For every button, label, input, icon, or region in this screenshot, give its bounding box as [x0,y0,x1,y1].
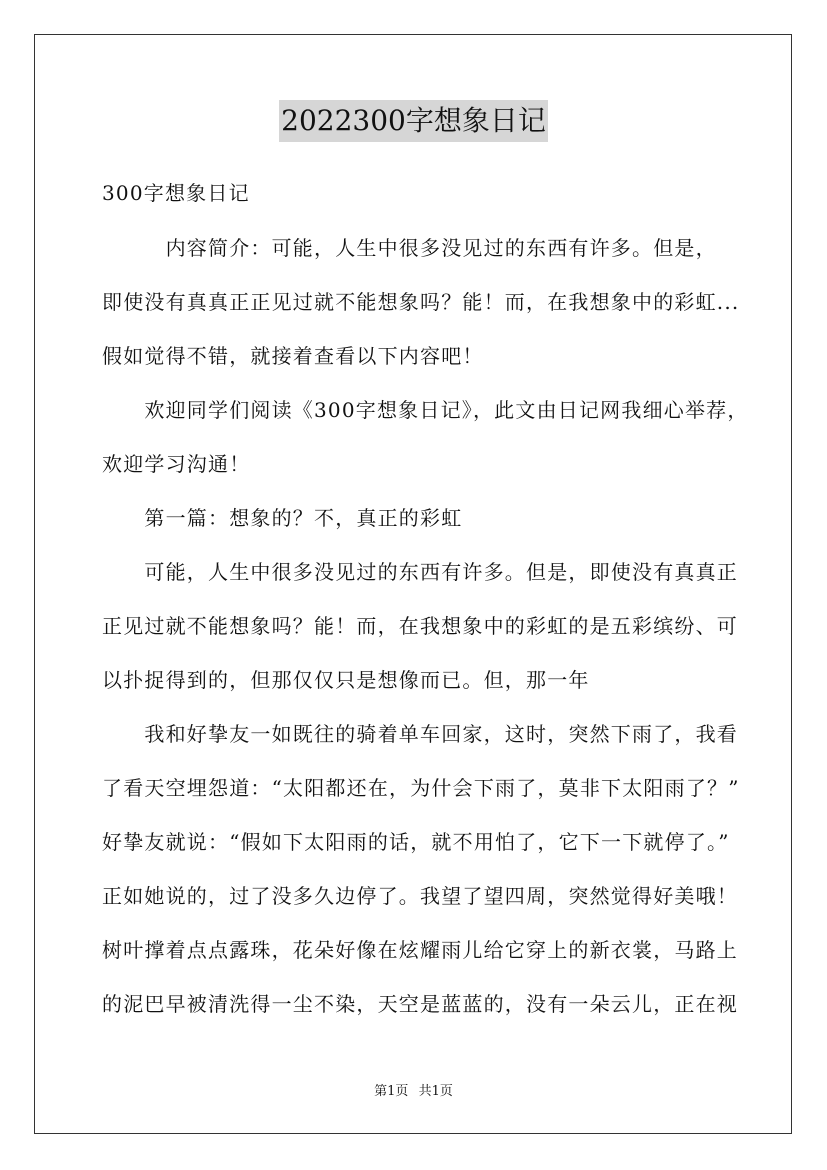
text-line: 好挚友就说：“假如下太阳雨的话，就不用怕了，它下一下就停了。” [102,830,730,854]
page-total: 共1页 [418,1084,453,1099]
text-line: 我和好挚友一如既往的骑着单车回家，这时，突然下雨了，我看 [102,722,738,746]
text-line: 以扑捉得到的，但那仅仅只是想像而已。但，那一年 [102,668,590,692]
text-line: 欢迎同学们阅读《300字想象日记》，此文由日记网我细心举荐， [102,398,749,422]
document-title: 2022300字想象日记 [279,100,548,142]
text-line: 假如觉得不错，就接着查看以下内容吧！ [102,344,484,368]
page-footer [0,1083,827,1101]
text-line: 正如她说的，过了没多久边停了。我望了望四周，突然觉得好美哦！ [102,884,738,908]
text-line: 即使没有真真正正见过就不能想象吗？能！而，在我想象中的彩虹... [102,290,740,314]
text-line: 了看天空埋怨道：“太阳都还在，为什会下雨了，莫非下太阳雨了？” [102,776,740,800]
text-line: 可能，人生中很多没见过的东西有许多。但是，即使没有真真正 [102,560,738,584]
title-container [0,100,827,142]
text-line: 欢迎学习沟通！ [102,452,251,476]
text-line: 树叶撑着点点露珠，花朵好像在炫耀雨儿给它穿上的新衣裳，马路上 [102,938,738,962]
section-heading: 第一篇：想象的？不，真正的彩虹 [102,506,463,530]
text-line: 300字想象日记 [102,181,250,205]
text-line: 的泥巴早被清洗得一尘不染，天空是蓝蓝的，没有一朵云儿，正在视 [102,992,738,1016]
text-line: 内容简介：可能，人生中很多没见过的东西有许多。但是， [102,236,717,260]
page-number: 第1页 [374,1084,409,1099]
text-line: 正见过就不能想象吗？能！而，在我想象中的彩虹的是五彩缤纷、可 [102,614,738,638]
